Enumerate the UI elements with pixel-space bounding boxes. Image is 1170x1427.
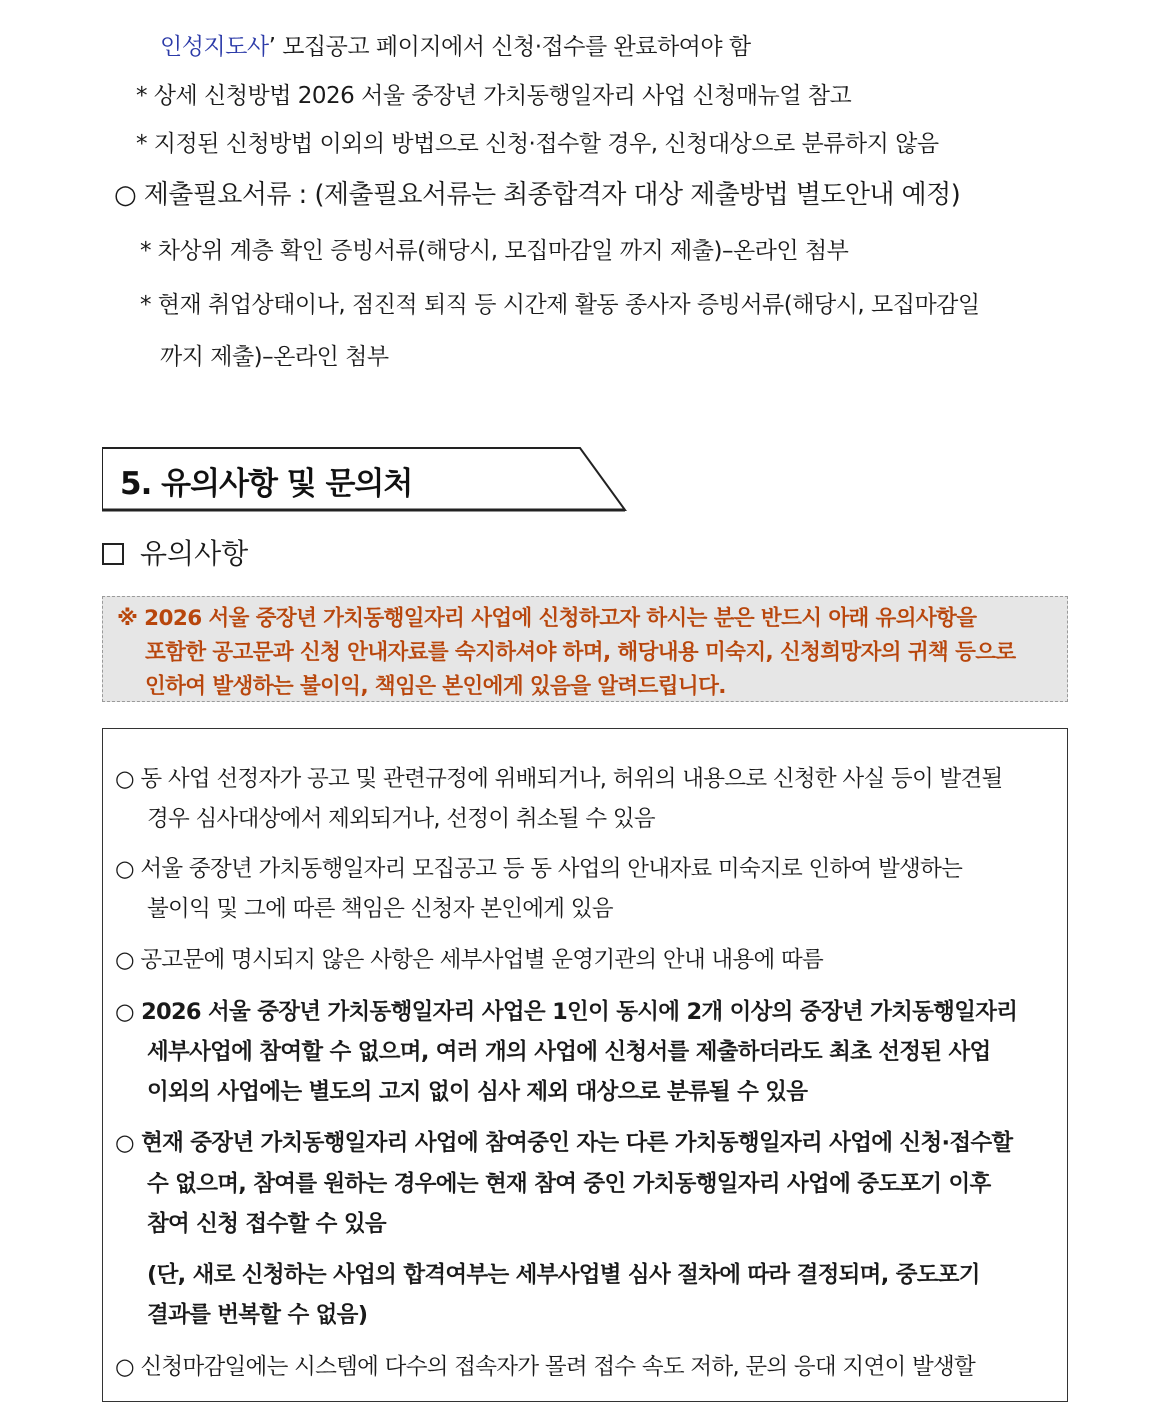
caution-list-box bbox=[102, 728, 1068, 1402]
required-document-1: * 차상위 계층 확인 증빙서류(해당시, 모집마감일 까지 제출)–온라인 첨부 bbox=[140, 238, 849, 264]
caution-item-1: ○ 동 사업 선정자가 공고 및 관련규정에 위배되거나, 허위의 내용으로 신청한 사실 등이 발견될 bbox=[115, 766, 1003, 792]
subheading-text: 유의사항 bbox=[140, 537, 249, 570]
required-document-2: * 현재 취업상태이나, 점진적 퇴직 등 시간제 활동 종사자 증빙서류(해당시, 모집마감일 bbox=[140, 292, 980, 318]
method-note-2: * 지정된 신청방법 이외의 방법으로 신청·접수할 경우, 신청대상으로 분류하지 않음 bbox=[136, 131, 939, 157]
section-header bbox=[102, 446, 627, 512]
method-note-1: * 상세 신청방법 2026 서울 중장년 가치동행일자리 사업 신청매뉴얼 참고 bbox=[136, 83, 852, 109]
section-title: 5. 유의사항 및 문의처 bbox=[120, 466, 413, 502]
caution-item-5-note-cont: 결과를 번복할 수 없음) bbox=[147, 1302, 368, 1328]
caution-item-1-cont: 경우 심사대상에서 제외되거나, 선정이 취소될 수 있음 bbox=[147, 806, 655, 832]
caution-item-4: ○ 2026 서울 중장년 가치동행일자리 사업은 1인이 동시에 2개 이상의 중장년 가치동행일자리 bbox=[115, 999, 1018, 1025]
caution-item-6: ○ 신청마감일에는 시스템에 다수의 접속자가 몰려 접수 속도 저하, 문의 응대 지연이 발생할 bbox=[115, 1354, 976, 1380]
caution-item-5-cont-2: 참여 신청 접수할 수 있음 bbox=[147, 1211, 386, 1237]
notice-box bbox=[102, 596, 1068, 702]
caution-item-5: ○ 현재 중장년 가치동행일자리 사업에 참여중인 자는 다른 가치동행일자리 사업에 신청·접수할 bbox=[115, 1130, 1013, 1156]
continuation-text: ’ 모집공고 페이지에서 신청·접수를 완료하여야 함 bbox=[268, 34, 751, 60]
notice-line-1: ※ 2026 서울 중장년 가치동행일자리 사업에 신청하고자 하시는 분은 반드시 아래 유의사항을 bbox=[117, 606, 977, 631]
caution-item-2-cont: 불이익 및 그에 따른 책임은 신청자 본인에게 있음 bbox=[147, 896, 613, 922]
caution-item-4-cont-2: 이외의 사업에는 별도의 고지 없이 심사 제외 대상으로 분류될 수 있음 bbox=[147, 1079, 808, 1105]
notice-line-3: 인하여 발생하는 불이익, 책임은 본인에게 있음을 알려드립니다. bbox=[145, 674, 726, 699]
caution-item-4-cont-1: 세부사업에 참여할 수 없으며, 여러 개의 사업에 신청서를 제출하더라도 최초 선정된 사업 bbox=[147, 1039, 991, 1065]
subheading bbox=[102, 532, 248, 572]
required-document-2-cont: 까지 제출)–온라인 첨부 bbox=[160, 344, 389, 370]
square-bullet-icon bbox=[102, 543, 124, 565]
caution-item-5-note: (단, 새로 신청하는 사업의 합격여부는 세부사업별 심사 절차에 따라 결정되며, 중도포기 bbox=[147, 1262, 980, 1288]
notice-line-2: 포함한 공고문과 신청 안내자료를 숙지하셔야 하며, 해당내용 미숙지, 신청희망자의 귀책 등으로 bbox=[145, 640, 1016, 665]
caution-item-5-cont-1: 수 없으며, 참여를 원하는 경우에는 현재 참여 중인 가치동행일자리 사업에 중도포기 이후 bbox=[147, 1171, 991, 1197]
required-documents-heading: ○ 제출필요서류 : (제출필요서류는 최종합격자 대상 제출방법 별도안내 예정) bbox=[114, 180, 961, 210]
caution-item-2: ○ 서울 중장년 가치동행일자리 모집공고 등 동 사업의 안내자료 미숙지로 인하여 발생하는 bbox=[115, 856, 963, 882]
continuation-line bbox=[160, 28, 751, 61]
caution-item-3: ○ 공고문에 명시되지 않은 사항은 세부사업별 운영기관의 안내 내용에 따름 bbox=[115, 947, 824, 973]
highlight-term: 인성지도사 bbox=[160, 34, 269, 60]
